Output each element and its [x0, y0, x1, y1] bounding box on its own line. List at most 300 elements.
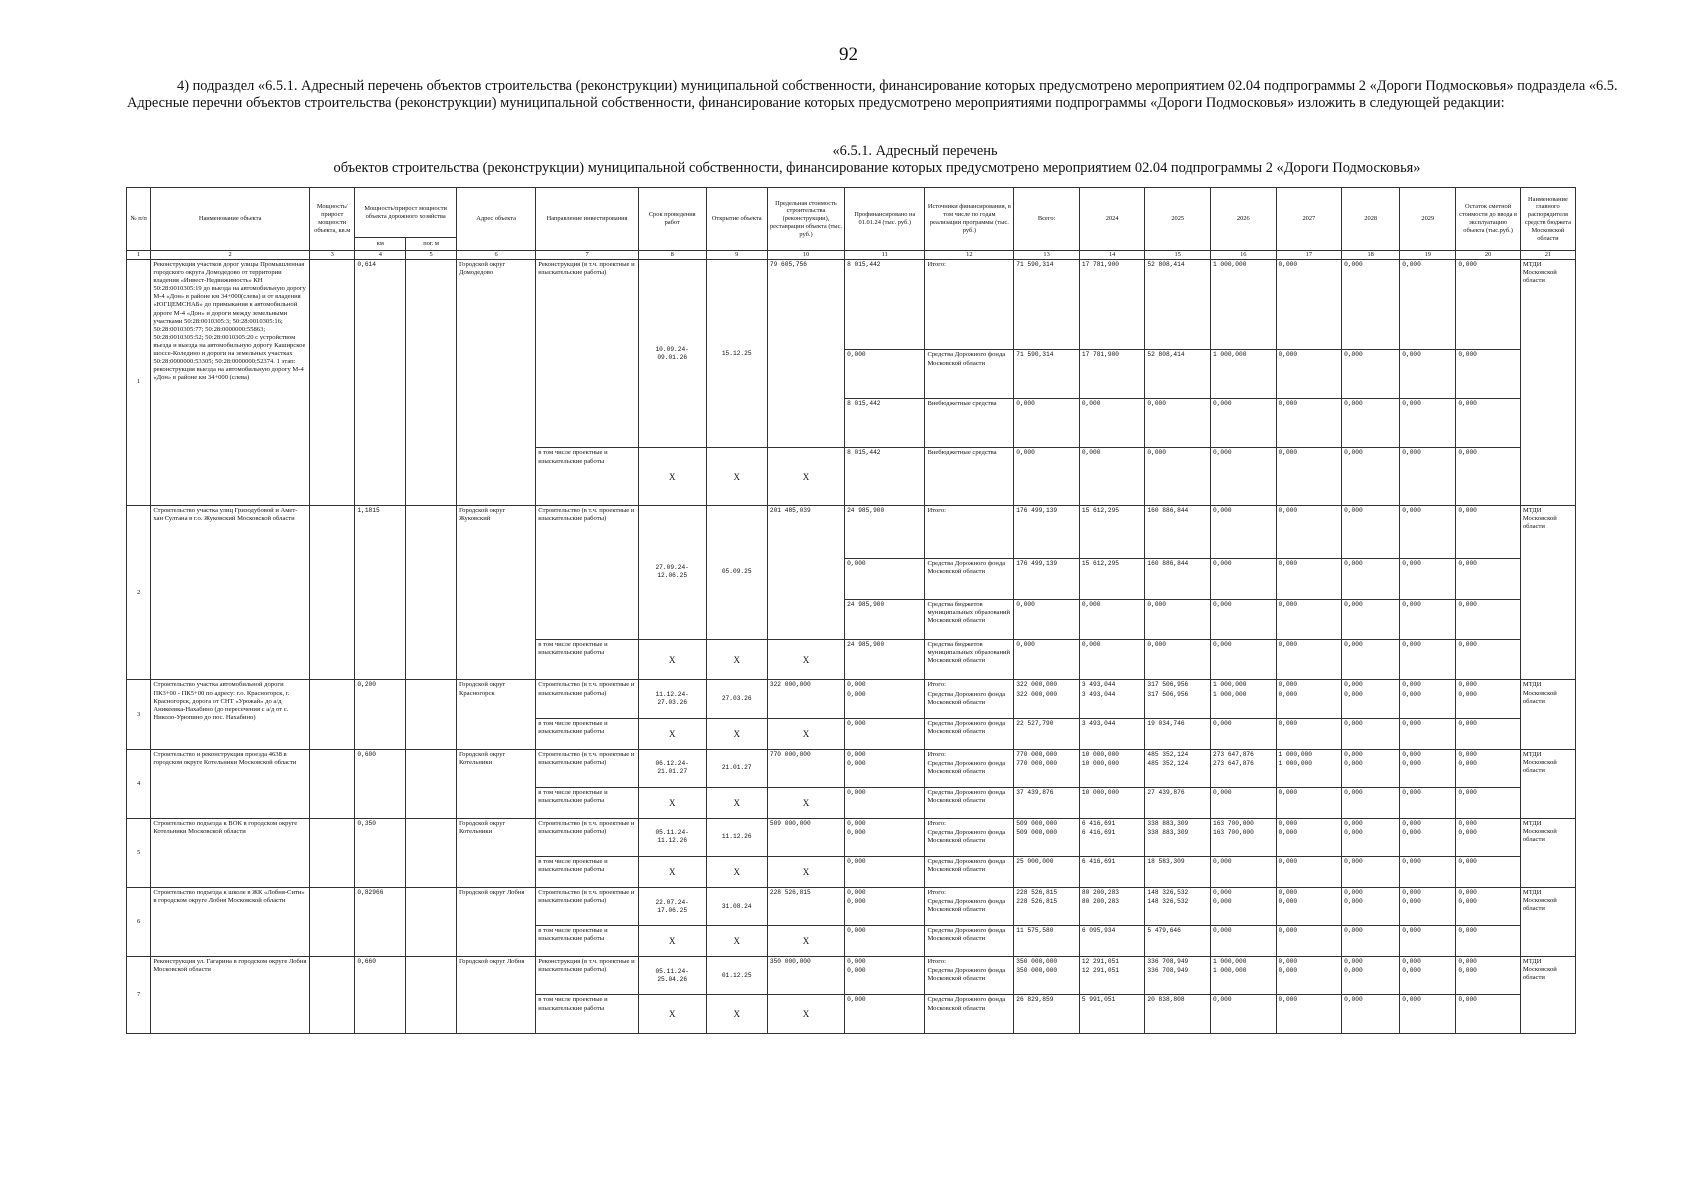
- amount-value: 6 416,691: [1081, 858, 1116, 866]
- amount-cell: [1276, 505, 1342, 558]
- amount-value: 0,000: [1402, 858, 1421, 866]
- prefinanced-cell: [845, 448, 925, 505]
- amount-value: 317 506,956: [1147, 681, 1189, 689]
- x-mark: X: [638, 787, 706, 818]
- amount-value: 0,000: [1212, 600, 1232, 608]
- amount-value: 6 416,691: [1081, 819, 1116, 827]
- x-mark: X: [706, 718, 767, 749]
- amount-cell: [1342, 599, 1400, 639]
- header-2024: 2024: [1079, 188, 1145, 251]
- column-number: 12: [925, 251, 1014, 260]
- amount-cell: [1342, 818, 1400, 856]
- amount-cell: [1276, 749, 1342, 787]
- amount-value: 0,000: [1458, 600, 1477, 608]
- amount-value: 3 493,044: [1081, 681, 1116, 689]
- amount-value: 0,000: [1458, 898, 1477, 906]
- amount-cell: [1145, 718, 1211, 749]
- column-number: 16: [1210, 251, 1276, 260]
- amount-value: 6 416,691: [1081, 828, 1116, 836]
- amount-cell: [1400, 350, 1456, 399]
- amount-cell: [1342, 505, 1400, 558]
- amount-cell: [1079, 399, 1145, 448]
- amount-cell: [1276, 787, 1342, 818]
- object-km: 0,600: [355, 749, 406, 818]
- object-number: 4: [127, 749, 151, 818]
- amount-value: 0,000: [1212, 927, 1232, 935]
- amount-value: 0,000: [1344, 967, 1363, 975]
- amount-cell: [1014, 505, 1080, 558]
- amount-value: 485 352,124: [1147, 750, 1189, 758]
- amount-cell: [1342, 926, 1400, 957]
- amount-cell: [1079, 350, 1145, 399]
- table-row: [127, 818, 1576, 856]
- prefinanced-value: 0,000: [847, 967, 866, 975]
- x-mark: X: [767, 640, 844, 680]
- funding-source-cell: [925, 640, 1014, 680]
- amount-cell: [1276, 399, 1342, 448]
- amount-value: 0,000: [1278, 560, 1298, 568]
- object-km: 0,660: [355, 957, 406, 1034]
- amount-cell: [1456, 350, 1521, 399]
- header-2025: 2025: [1145, 188, 1211, 251]
- amount-cell: [1014, 680, 1080, 718]
- amount-cell: [1079, 926, 1145, 957]
- amount-value: 19 034,746: [1147, 719, 1185, 727]
- amount-cell: [1342, 749, 1400, 787]
- amount-value: 1 000,000: [1212, 681, 1247, 689]
- amount-cell: [1342, 640, 1400, 680]
- amount-cell: [1456, 749, 1521, 787]
- object-name: Строительство участка улиц Гризодубовой и Амет-хан Султана в г.о. Жуковский Московской области: [151, 505, 310, 680]
- amount-value: 1 000,000: [1212, 351, 1247, 359]
- amount-cell: [1079, 857, 1145, 888]
- amount-value: 0,000: [1278, 261, 1298, 268]
- column-number: 5: [406, 251, 457, 260]
- header-power: Мощность/ прирост мощности объекта, кв.м: [309, 188, 354, 251]
- prefinanced-value: 24 985,900: [847, 506, 885, 514]
- amount-value: 0,000: [1344, 351, 1363, 359]
- amount-cell: [1145, 640, 1211, 680]
- x-mark: X: [767, 995, 844, 1034]
- amount-value: 12 291,051: [1081, 967, 1119, 975]
- prefinanced-value: 0,000: [847, 750, 866, 758]
- object-name: Реконструкция участков дорог улицы Промышленная городского округа Домодедово от территории владения «Инвест-Недвижимость» КН 50:28:0010305:19 до выезда на автомобильную дорогу М-4 «Дон» в районе км 34+000(слева) и от владения «ЮГЦЕМСНАБ» до примыкания к автомобильной дороге М-4 «Дон» и дороги между земельными участками 50:28:0010305:3; 50:28:0010305:16; 50:28:0010305:77; 50:28:0000000:55863; 50:28:0010305:52; 50:28:0010305:20 с устройством въезда и выезда на автомобильную дорогу Каширское шоссе-Коледино и дороги на земельных участках 50:28:0000000:53305; 50:28:0000000:52374. 1 этап: реконструкция выезда на автомобильную дорогу М-4 «Дон» в районе км 34+000 (слева): [151, 260, 310, 506]
- amount-value: 322 000,000: [1016, 681, 1058, 689]
- amount-cell: [1145, 505, 1211, 558]
- amount-value: 176 499,139: [1016, 506, 1058, 514]
- amount-value: 163 700,000: [1212, 819, 1254, 827]
- column-number: 17: [1276, 251, 1342, 260]
- amount-value: 148 326,532: [1147, 889, 1189, 896]
- x-mark: X: [638, 640, 706, 680]
- prefinanced-cell: [845, 680, 925, 718]
- direction-design-works: в том числе проектные и изыскательские работы: [536, 787, 639, 818]
- amount-value: 0,000: [1458, 681, 1477, 689]
- amount-cell: [1342, 957, 1400, 995]
- amount-cell: [1210, 680, 1276, 718]
- amount-value: 0,000: [1402, 759, 1421, 767]
- amount-value: 0,000: [1278, 967, 1298, 975]
- amount-cell: [1014, 559, 1080, 599]
- amount-cell: [1456, 680, 1521, 718]
- amount-cell: [1014, 448, 1080, 505]
- prefinanced-cell: [845, 957, 925, 995]
- object-address: Городской округ Красногорск: [456, 680, 535, 749]
- amount-value: 0,000: [1278, 641, 1298, 649]
- amount-cell: [1276, 350, 1342, 399]
- amount-cell: [1014, 749, 1080, 787]
- amount-value: 0,000: [1212, 996, 1232, 1004]
- amount-value: 0,000: [1402, 828, 1421, 836]
- work-period: 11.12.24-27.03.26: [638, 680, 706, 718]
- table-title: [127, 143, 1627, 177]
- amount-value: 0,000: [1147, 400, 1166, 408]
- amount-cell: [1079, 787, 1145, 818]
- amount-value: 0,000: [1212, 449, 1232, 457]
- funding-source: Средства Дорожного фонда Московской области: [927, 828, 1006, 845]
- amount-cell: [1079, 260, 1145, 350]
- funding-source: Средства Дорожного фонда Московской области: [927, 927, 1006, 943]
- amount-value: 0,000: [1147, 600, 1166, 608]
- amount-value: 6 095,934: [1081, 927, 1116, 935]
- x-mark: X: [706, 787, 767, 818]
- amount-value: 0,000: [1402, 750, 1421, 758]
- limit-cost: 201 485,039: [767, 505, 844, 639]
- header-address: Адрес объекта: [456, 188, 535, 251]
- amount-value: 0,000: [1278, 858, 1298, 866]
- column-number: 10: [767, 251, 844, 260]
- column-number: 7: [536, 251, 639, 260]
- amount-value: 0,000: [1458, 719, 1477, 727]
- x-mark: X: [706, 926, 767, 957]
- amount-value: 27 439,876: [1147, 788, 1185, 796]
- amount-value: 0,000: [1458, 400, 1477, 408]
- header-km: км: [355, 238, 406, 251]
- object-pogm: [406, 957, 457, 1034]
- direction-design-works: в том числе проектные и изыскательские работы: [536, 926, 639, 957]
- prefinanced-cell: [845, 787, 925, 818]
- prefinanced-cell: [845, 399, 925, 448]
- amount-value: 0,000: [1212, 560, 1232, 568]
- amount-value: 0,000: [1344, 996, 1363, 1004]
- amount-cell: [1342, 260, 1400, 350]
- prefinanced-cell: [845, 599, 925, 639]
- amount-value: 0,000: [1278, 828, 1298, 836]
- table-row: [127, 888, 1576, 926]
- header-2027: 2027: [1276, 188, 1342, 251]
- amount-cell: [1145, 599, 1211, 639]
- object-pogm: [406, 505, 457, 680]
- amount-value: 322 000,000: [1016, 690, 1058, 698]
- amount-cell: [1276, 640, 1342, 680]
- object-number: 3: [127, 680, 151, 749]
- amount-value: 1 000,000: [1278, 750, 1312, 758]
- amount-cell: [1145, 888, 1211, 926]
- amount-cell: [1456, 818, 1521, 856]
- amount-cell: [1014, 718, 1080, 749]
- amount-value: 22 527,790: [1016, 719, 1054, 727]
- amount-value: 1 000,000: [1212, 261, 1247, 268]
- funding-source: Средства бюджетов муниципальных образований Московской области: [927, 600, 1011, 624]
- amount-value: 0,000: [1402, 261, 1421, 268]
- amount-cell: [1014, 399, 1080, 448]
- amount-value: 0,000: [1016, 400, 1035, 408]
- object-power: [309, 505, 354, 680]
- amount-value: 485 352,124: [1147, 759, 1189, 767]
- amount-cell: [1400, 505, 1456, 558]
- amount-cell: [1145, 260, 1211, 350]
- amount-value: 25 000,000: [1016, 858, 1054, 866]
- amount-value: 0,000: [1402, 958, 1421, 966]
- amount-value: 0,000: [1458, 996, 1477, 1004]
- object-number: 1: [127, 260, 151, 506]
- amount-value: 0,000: [1212, 788, 1232, 796]
- amount-cell: [1276, 448, 1342, 505]
- limit-cost: 350 000,000: [767, 957, 844, 995]
- amount-value: 273 647,876: [1212, 759, 1254, 767]
- column-number: 8: [638, 251, 706, 260]
- funding-source: Внебюджетные средства: [927, 449, 997, 457]
- amount-value: 0,000: [1344, 819, 1363, 827]
- amount-cell: [1210, 857, 1276, 888]
- prefinanced-cell: [845, 926, 925, 957]
- amount-value: 0,000: [1458, 690, 1477, 698]
- amount-value: 0,000: [1344, 958, 1363, 966]
- header-limit-cost: Предельная стоимость строительства (реконструкции), реставрации объекта (тыс. руб.): [767, 188, 844, 251]
- funding-source-cell: [925, 995, 1014, 1034]
- amount-cell: [1342, 680, 1400, 718]
- amount-cell: [1014, 599, 1080, 639]
- amount-value: 0,000: [1278, 449, 1298, 457]
- amount-cell: [1210, 640, 1276, 680]
- column-number: 6: [456, 251, 535, 260]
- work-period: 06.12.24-21.01.27: [638, 749, 706, 787]
- amount-value: 0,000: [1081, 600, 1101, 608]
- object-km: 0,200: [355, 680, 406, 749]
- object-opening: 27.03.26: [706, 680, 767, 718]
- funding-source-cell: [925, 599, 1014, 639]
- header-name: Наименование объекта: [151, 188, 310, 251]
- funding-source-cell: [925, 448, 1014, 505]
- investment-direction: Строительство (в т.ч. проектные и изыскательские работы): [536, 505, 639, 639]
- amount-value: 0,000: [1344, 858, 1363, 866]
- funding-source: Итого:: [927, 506, 946, 514]
- amount-cell: [1400, 787, 1456, 818]
- column-number: 14: [1079, 251, 1145, 260]
- object-pogm: [406, 680, 457, 749]
- amount-cell: [1276, 559, 1342, 599]
- limit-cost: 79 605,756: [767, 260, 844, 448]
- title-line-2: объектов строительства (реконструкции) муниципальной собственности, финансирование которых предусмотрено мероприятием 02.04 подпрограммы 2 «Дороги Подмосковья»: [333, 160, 1421, 176]
- prefinanced-value: 0,000: [847, 819, 866, 827]
- funding-source-cell: [925, 559, 1014, 599]
- table-body: [127, 260, 1576, 1034]
- column-number-row: [127, 251, 1576, 260]
- column-number: 2: [151, 251, 310, 260]
- amount-value: 0,000: [1458, 506, 1477, 514]
- amount-cell: [1145, 995, 1211, 1034]
- object-km: 0,614: [355, 260, 406, 506]
- funding-source: Средства Дорожного фонда Московской области: [927, 719, 1006, 735]
- amount-cell: [1079, 680, 1145, 718]
- intro-paragraph: [127, 78, 1627, 112]
- object-opening: 11.12.26: [706, 818, 767, 856]
- amount-value: 163 700,000: [1212, 828, 1254, 836]
- amount-cell: [1014, 995, 1080, 1034]
- amount-cell: [1145, 957, 1211, 995]
- amount-cell: [1400, 857, 1456, 888]
- amount-cell: [1400, 599, 1456, 639]
- work-period: 05.11.24-25.04.26: [638, 957, 706, 995]
- amount-cell: [1210, 448, 1276, 505]
- funding-source-cell: [925, 749, 1014, 787]
- object-power: [309, 749, 354, 818]
- x-mark: X: [706, 640, 767, 680]
- investment-direction: Реконструкция (в т.ч. проектные и изыскательские работы): [536, 260, 639, 448]
- object-opening: 21.01.27: [706, 749, 767, 787]
- amount-cell: [1342, 857, 1400, 888]
- amount-cell: [1400, 260, 1456, 350]
- prefinanced-cell: [845, 818, 925, 856]
- amount-cell: [1400, 718, 1456, 749]
- object-name: Строительство участка автомобильной дороги ПК3+00 - ПК5+00 по адресу: г.о. Красногорск, г. Красногорск, дорога от СНТ «Урожай» до а/д Аникеевка-Нахабино (до пересечения с а/д от с. Николо-Урюпино до пос. Нахабино): [151, 680, 310, 749]
- amount-cell: [1342, 787, 1400, 818]
- prefinanced-value: 0,000: [847, 560, 866, 568]
- prefinanced-value: 0,000: [847, 351, 866, 359]
- investment-direction: Строительство (в т.ч. проектные и изыскательские работы): [536, 749, 639, 787]
- amount-value: 0,000: [1212, 506, 1232, 514]
- amount-cell: [1145, 680, 1211, 718]
- object-name: Строительство подъезда к школе в ЖК «Лобня-Сити» в городском округе Лобня Московской области: [151, 888, 310, 957]
- amount-value: 148 326,532: [1147, 898, 1189, 906]
- amount-value: 0,000: [1458, 750, 1477, 758]
- object-name: Строительство и реконструкция проезда 4638 в городском округе Котельники Московской области: [151, 749, 310, 818]
- amount-cell: [1400, 888, 1456, 926]
- amount-value: 0,000: [1458, 927, 1477, 935]
- x-mark: X: [638, 926, 706, 957]
- column-number: 1: [127, 251, 151, 260]
- amount-value: 176 499,139: [1016, 560, 1058, 568]
- amount-cell: [1400, 640, 1456, 680]
- table-row: [127, 957, 1576, 995]
- amount-value: 0,000: [1458, 351, 1477, 359]
- amount-value: 317 506,956: [1147, 690, 1189, 698]
- funding-source-cell: [925, 957, 1014, 995]
- object-number: 5: [127, 818, 151, 887]
- funding-source-cell: [925, 888, 1014, 926]
- amount-value: 338 883,309: [1147, 819, 1189, 827]
- amount-cell: [1456, 559, 1521, 599]
- amount-cell: [1079, 559, 1145, 599]
- object-number: 7: [127, 957, 151, 1034]
- prefinanced-cell: [845, 857, 925, 888]
- prefinanced-value: 0,000: [847, 889, 866, 896]
- amount-value: 0,000: [1081, 449, 1101, 457]
- header-row: [127, 188, 1576, 238]
- amount-value: 0,000: [1344, 750, 1363, 758]
- amount-value: 0,000: [1278, 958, 1298, 966]
- investment-direction: Реконструкция (в т.ч. проектные и изыскательские работы): [536, 957, 639, 995]
- amount-cell: [1456, 399, 1521, 448]
- prefinanced-value: 0,000: [847, 898, 866, 906]
- amount-cell: [1276, 718, 1342, 749]
- column-number: 13: [1014, 251, 1080, 260]
- amount-value: 0,000: [1278, 506, 1298, 514]
- amount-cell: [1400, 680, 1456, 718]
- header-2029: 2029: [1400, 188, 1456, 251]
- object-km: 0,82966: [355, 888, 406, 957]
- amount-value: 0,000: [1402, 819, 1421, 827]
- prefinanced-value: 0,000: [847, 759, 866, 767]
- amount-cell: [1400, 818, 1456, 856]
- amount-value: 0,000: [1402, 641, 1421, 649]
- prefinanced-value: 0,000: [847, 719, 866, 727]
- object-opening: 05.09.25: [706, 505, 767, 639]
- object-address: Городской округ Котельники: [456, 749, 535, 818]
- amount-value: 0,000: [1147, 641, 1166, 649]
- amount-cell: [1145, 448, 1211, 505]
- object-address: Городской округ Жуковский: [456, 505, 535, 680]
- budget-manager: МТДИ Московской области: [1520, 505, 1575, 680]
- intro-text: 4) подраздел «6.5.1. Адресный перечень объектов строительства (реконструкции) муниципальной собственности, финансирование которых предусмотрено мероприятием 02.04 подпрограммы 2 «Дороги Подмосковья» подраздела «6.5. Адресные перечни объектов строительства (реконструкции) муниципальной собственности, финансирование которых предусмотрено мероприятиями подпрограммы «Дороги Подмосковья» изложить в следующей редакции:: [127, 78, 1618, 111]
- object-power: [309, 888, 354, 957]
- amount-cell: [1456, 926, 1521, 957]
- amount-value: 0,000: [1402, 898, 1421, 906]
- funding-source: Средства Дорожного фонда Московской области: [927, 788, 1006, 805]
- amount-value: 17 781,900: [1081, 261, 1119, 268]
- header-road-power: Мощность/прирост мощности объекта дорожного хозяйства: [355, 188, 457, 238]
- prefinanced-value: 0,000: [847, 958, 866, 966]
- funding-source-cell: [925, 505, 1014, 558]
- amount-value: 273 647,876: [1212, 750, 1254, 758]
- amount-value: 0,000: [1402, 967, 1421, 975]
- amount-value: 0,000: [1344, 400, 1363, 408]
- amount-value: 770 000,000: [1016, 750, 1058, 758]
- object-address: Городской округ Котельники: [456, 818, 535, 887]
- amount-value: 0,000: [1402, 560, 1421, 568]
- amount-value: 0,000: [1278, 819, 1298, 827]
- amount-value: 0,000: [1278, 600, 1298, 608]
- amount-value: 0,000: [1402, 788, 1421, 796]
- funding-source: Средства Дорожного фонда Московской области: [927, 351, 1006, 367]
- header-prefinanced: Профинансировано на 01.01.24 (тыс. руб.): [845, 188, 925, 251]
- amount-value: 11 575,580: [1016, 927, 1054, 935]
- amount-cell: [1342, 559, 1400, 599]
- object-km: 0,350: [355, 818, 406, 887]
- object-power: [309, 260, 354, 506]
- amount-value: 0,000: [1212, 889, 1232, 896]
- amount-value: 0,000: [1402, 996, 1421, 1004]
- amount-value: 0,000: [1344, 600, 1363, 608]
- amount-value: 0,000: [1278, 690, 1298, 698]
- amount-cell: [1342, 448, 1400, 505]
- funding-source: Средства бюджетов муниципальных образований Московской области: [927, 641, 1011, 665]
- amount-value: 20 838,808: [1147, 996, 1185, 1004]
- amount-cell: [1145, 926, 1211, 957]
- prefinanced-value: 8 015,442: [847, 449, 881, 457]
- funding-source-cell: [925, 680, 1014, 718]
- amount-cell: [1210, 818, 1276, 856]
- prefinanced-value: 8 015,442: [847, 261, 881, 268]
- column-number: 20: [1456, 251, 1521, 260]
- amount-value: 0,000: [1402, 889, 1421, 896]
- amount-cell: [1276, 957, 1342, 995]
- column-number: 3: [309, 251, 354, 260]
- amount-cell: [1014, 818, 1080, 856]
- limit-cost: 322 000,000: [767, 680, 844, 718]
- amount-cell: [1342, 718, 1400, 749]
- amount-value: 0,000: [1344, 261, 1363, 268]
